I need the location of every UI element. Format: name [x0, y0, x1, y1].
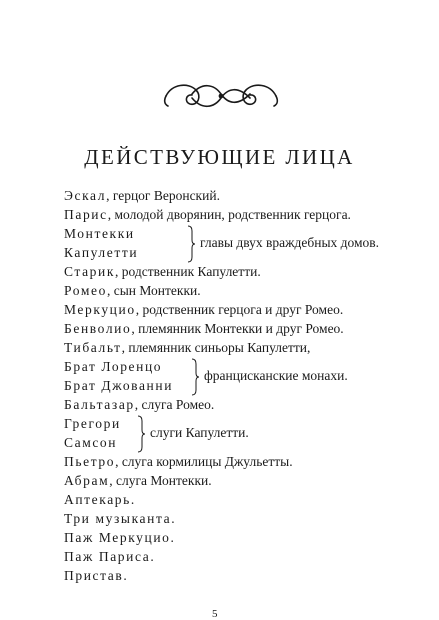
character-name: Пьетро [64, 454, 116, 469]
group-desc: слуги Капулетти. [150, 425, 249, 440]
character-name: Брат Лоренцо [64, 359, 163, 374]
character-line [64, 529, 174, 547]
character-desc: , слуга Монтекки. [109, 473, 212, 488]
character-desc: . [170, 530, 174, 545]
character-group [64, 358, 394, 396]
brace-icon [136, 415, 146, 453]
character-line [64, 301, 343, 319]
character-line [64, 567, 127, 585]
character-name: Меркуцио [64, 302, 136, 317]
brace-icon [186, 225, 196, 263]
character-desc: . [123, 568, 127, 583]
character-name: Грегори [64, 416, 121, 431]
character-name: Ромео [64, 283, 107, 298]
character-name: Тибальт [64, 340, 122, 355]
character-name: Три музыканта [64, 511, 172, 526]
character-desc: , родственник герцога и друг Ромео. [135, 302, 344, 317]
character-name: Парис [64, 207, 108, 222]
character-line [64, 263, 261, 281]
character-line [64, 396, 214, 414]
character-desc: , сын Монтекки. [106, 283, 201, 298]
character-line [64, 206, 351, 224]
page-number: 5 [212, 608, 218, 620]
character-desc: , герцог Веронский. [106, 188, 220, 203]
group-desc: францисканские монахи. [204, 368, 348, 383]
character-line [64, 491, 134, 509]
ornament-flourish-icon [162, 74, 280, 116]
character-name: Монтекки [64, 226, 135, 241]
character-group [64, 225, 384, 263]
character-desc: , родственник Капулетти. [115, 264, 261, 279]
character-name: Эскал [64, 188, 107, 203]
character-desc: , молодой дворянин, родственник герцога. [107, 207, 351, 222]
character-desc: . [150, 549, 154, 564]
brace-icon [190, 358, 200, 396]
character-line [64, 320, 344, 338]
page-title: ДЕЙСТВУЮЩИЕ ЛИЦА [84, 145, 355, 169]
character-name: Самсон [64, 435, 118, 450]
character-name: Аптекарь [64, 492, 131, 507]
character-line [64, 187, 220, 205]
character-desc: , слуга кормилицы Джульетты. [115, 454, 293, 469]
character-name: Бальтазар [64, 397, 135, 412]
character-name: Пристав [64, 568, 124, 583]
character-desc: . [130, 492, 135, 507]
character-name: Паж Меркуцио [64, 530, 171, 545]
character-desc: , племянник Монтекки и друг Ромео. [131, 321, 344, 336]
character-line [64, 472, 212, 490]
character-line [64, 453, 293, 471]
character-line [64, 510, 175, 528]
character-desc: , племянник синьоры Капулетти, [121, 340, 311, 355]
character-line [64, 548, 154, 566]
character-name: Старик [64, 264, 116, 279]
character-name: Паж Париса [64, 549, 151, 564]
character-desc: , слуга Ромео. [134, 397, 215, 412]
character-group [64, 415, 324, 453]
character-name: Абрам [64, 473, 110, 488]
character-name: Брат Джованни [64, 378, 174, 393]
character-name: Бенволио [64, 321, 132, 336]
character-name: Капулетти [64, 245, 139, 260]
group-desc: главы двух враждебных домов. [200, 235, 380, 250]
character-line [64, 282, 201, 300]
character-line [64, 339, 310, 357]
character-desc: . [171, 511, 175, 526]
